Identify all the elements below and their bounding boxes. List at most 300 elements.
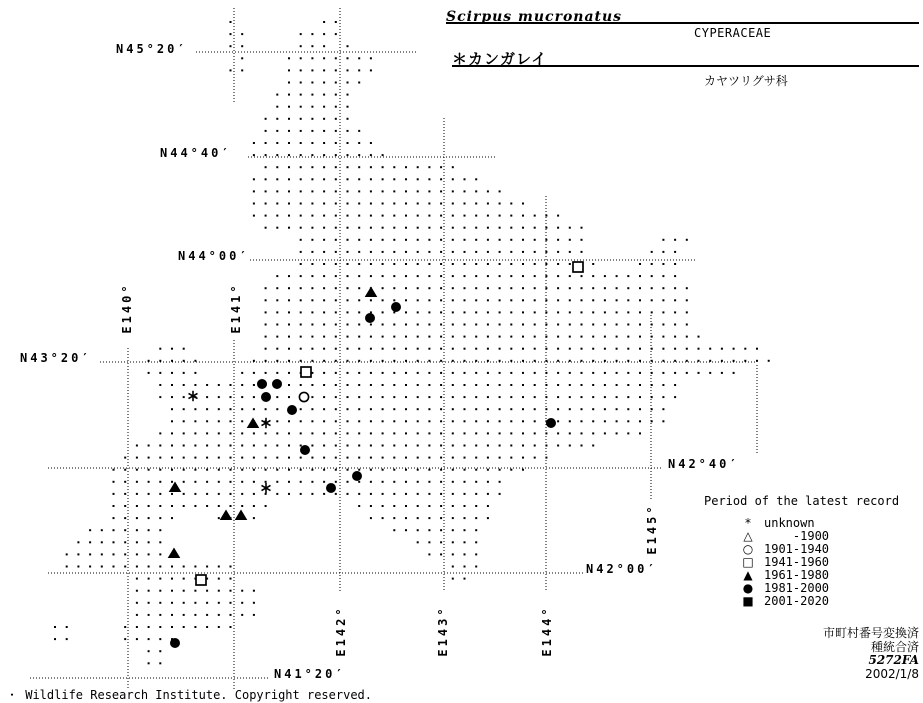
mesh-dot xyxy=(616,420,618,422)
mesh-dot xyxy=(311,445,313,447)
mesh-dot xyxy=(382,493,384,495)
mesh-dot xyxy=(347,372,349,374)
mesh-dot xyxy=(183,566,185,568)
mesh-dot xyxy=(300,239,302,241)
mesh-dot xyxy=(510,396,512,398)
mesh-dot xyxy=(499,372,501,374)
mesh-dot xyxy=(136,457,138,459)
mesh-dot xyxy=(300,336,302,338)
mesh-dot xyxy=(581,227,583,229)
mesh-dot xyxy=(206,493,208,495)
mesh-dot xyxy=(358,384,360,386)
mesh-dot xyxy=(499,227,501,229)
mesh-dot xyxy=(499,263,501,265)
mesh-dot xyxy=(300,432,302,434)
mesh-dot xyxy=(358,324,360,326)
mesh-dot xyxy=(464,481,466,483)
mesh-dot xyxy=(218,493,220,495)
mesh-dot xyxy=(522,227,524,229)
record-circle xyxy=(391,302,401,312)
record-square-open xyxy=(573,262,583,272)
mesh-dot xyxy=(183,481,185,483)
mesh-dot xyxy=(241,445,243,447)
mesh-dot xyxy=(323,432,325,434)
mesh-dot xyxy=(253,614,255,616)
mesh-dot xyxy=(464,287,466,289)
mesh-dot xyxy=(464,227,466,229)
mesh-dot xyxy=(347,408,349,410)
mesh-dot xyxy=(686,336,688,338)
mesh-dot xyxy=(241,372,243,374)
mesh-dot xyxy=(510,263,512,265)
mesh-dot xyxy=(265,203,267,205)
mesh-dot xyxy=(417,190,419,192)
record-circle xyxy=(326,483,336,493)
mesh-dot xyxy=(382,372,384,374)
mesh-dot xyxy=(347,118,349,120)
mesh-dot xyxy=(311,106,313,108)
mesh-dot xyxy=(206,590,208,592)
mesh-dot xyxy=(300,190,302,192)
mesh-dot xyxy=(311,130,313,132)
mesh-dot xyxy=(335,203,337,205)
mesh-dot xyxy=(522,324,524,326)
mesh-dot xyxy=(487,348,489,350)
mesh-dot xyxy=(113,553,115,555)
mesh-dot xyxy=(230,590,232,592)
mesh-dot xyxy=(499,275,501,277)
mesh-dot xyxy=(276,420,278,422)
mesh-dot xyxy=(159,650,161,652)
mesh-dot xyxy=(276,324,278,326)
mesh-dot xyxy=(440,481,442,483)
mesh-dot xyxy=(358,239,360,241)
mesh-dot xyxy=(358,432,360,434)
longitude-label: E142° xyxy=(334,605,348,657)
mesh-dot xyxy=(347,239,349,241)
mesh-dot xyxy=(405,469,407,471)
mesh-dot xyxy=(159,432,161,434)
mesh-dot xyxy=(662,311,664,313)
mesh-dot xyxy=(452,263,454,265)
mesh-dot xyxy=(581,420,583,422)
mesh-dot xyxy=(300,178,302,180)
mesh-dot xyxy=(311,457,313,459)
mesh-dot xyxy=(89,553,91,555)
mesh-dot xyxy=(417,348,419,350)
mesh-dot xyxy=(323,106,325,108)
mesh-dot xyxy=(370,203,372,205)
mesh-dot xyxy=(288,396,290,398)
mesh-dot xyxy=(323,408,325,410)
mesh-dot xyxy=(698,348,700,350)
mesh-dot xyxy=(475,251,477,253)
mesh-dot xyxy=(323,457,325,459)
mesh-dot xyxy=(159,614,161,616)
mesh-dot xyxy=(487,432,489,434)
mesh-dot xyxy=(159,566,161,568)
mesh-dot xyxy=(218,384,220,386)
mesh-dot xyxy=(393,336,395,338)
mesh-dot xyxy=(288,166,290,168)
mesh-dot xyxy=(651,251,653,253)
mesh-dot xyxy=(487,396,489,398)
mesh-dot xyxy=(382,457,384,459)
mesh-dot xyxy=(475,469,477,471)
mesh-dot xyxy=(569,239,571,241)
mesh-dot xyxy=(522,457,524,459)
mesh-dot xyxy=(171,602,173,604)
mesh-dot xyxy=(276,94,278,96)
mesh-dot xyxy=(464,275,466,277)
mesh-dot xyxy=(276,287,278,289)
mesh-dot xyxy=(393,287,395,289)
mesh-dot xyxy=(417,166,419,168)
mesh-dot xyxy=(733,372,735,374)
mesh-dot xyxy=(662,239,664,241)
mesh-dot xyxy=(440,505,442,507)
mesh-dot xyxy=(382,336,384,338)
mesh-dot xyxy=(124,481,126,483)
mesh-dot xyxy=(194,614,196,616)
mesh-dot xyxy=(323,69,325,71)
mesh-dot xyxy=(335,275,337,277)
mesh-dot xyxy=(382,396,384,398)
mesh-dot xyxy=(452,432,454,434)
mesh-dot xyxy=(136,493,138,495)
mesh-dot xyxy=(358,166,360,168)
mesh-dot xyxy=(230,566,232,568)
mesh-dot xyxy=(581,348,583,350)
mesh-dot xyxy=(487,203,489,205)
mesh-dot xyxy=(639,287,641,289)
mesh-dot xyxy=(405,420,407,422)
mesh-dot xyxy=(440,227,442,229)
mesh-dot xyxy=(300,33,302,35)
mesh-dot xyxy=(382,154,384,156)
mesh-dot xyxy=(347,82,349,84)
mesh-dot xyxy=(323,481,325,483)
mesh-dot xyxy=(358,142,360,144)
mesh-dot xyxy=(311,299,313,301)
mesh-dot xyxy=(393,275,395,277)
mesh-dot xyxy=(557,408,559,410)
mesh-dot xyxy=(534,420,536,422)
mesh-dot xyxy=(417,215,419,217)
mesh-dot xyxy=(604,372,606,374)
mesh-dot xyxy=(253,432,255,434)
mesh-dot xyxy=(557,299,559,301)
mesh-dot xyxy=(428,166,430,168)
mesh-dot xyxy=(709,348,711,350)
mesh-dot xyxy=(440,239,442,241)
mesh-dot xyxy=(323,166,325,168)
mesh-dot xyxy=(510,384,512,386)
mesh-dot xyxy=(148,662,150,664)
mesh-dot xyxy=(370,481,372,483)
mesh-dot xyxy=(440,251,442,253)
mesh-dot xyxy=(487,324,489,326)
mesh-dot xyxy=(557,384,559,386)
mesh-dot xyxy=(405,178,407,180)
mesh-dot xyxy=(113,541,115,543)
mesh-dot xyxy=(428,408,430,410)
mesh-dot xyxy=(335,263,337,265)
mesh-dot xyxy=(417,239,419,241)
mesh-dot xyxy=(440,541,442,543)
mesh-dot xyxy=(581,324,583,326)
mesh-dot xyxy=(311,311,313,313)
mesh-dot xyxy=(159,348,161,350)
mesh-dot xyxy=(171,348,173,350)
mesh-dot xyxy=(358,130,360,132)
mesh-dot xyxy=(627,336,629,338)
mesh-dot xyxy=(148,517,150,519)
mesh-dot xyxy=(370,517,372,519)
mesh-dot xyxy=(545,239,547,241)
mesh-dot xyxy=(428,541,430,543)
mesh-dot xyxy=(113,505,115,507)
mesh-dot xyxy=(428,469,430,471)
mesh-dot xyxy=(89,529,91,531)
mesh-dot xyxy=(194,590,196,592)
mesh-dot xyxy=(440,203,442,205)
mesh-dot xyxy=(335,215,337,217)
mesh-dot xyxy=(323,372,325,374)
mesh-dot xyxy=(405,384,407,386)
mesh-dot xyxy=(522,215,524,217)
mesh-dot xyxy=(288,142,290,144)
mesh-dot xyxy=(499,251,501,253)
mesh-dot xyxy=(276,299,278,301)
mesh-dot xyxy=(358,311,360,313)
mesh-dot xyxy=(370,324,372,326)
mesh-dot xyxy=(382,432,384,434)
mesh-dot xyxy=(662,336,664,338)
mesh-dot xyxy=(265,336,267,338)
mesh-dot xyxy=(464,566,466,568)
mesh-dot xyxy=(557,227,559,229)
mesh-dot xyxy=(393,348,395,350)
mesh-dot xyxy=(159,590,161,592)
mesh-dot xyxy=(265,166,267,168)
mesh-dot xyxy=(253,505,255,507)
mesh-dot xyxy=(581,299,583,301)
mesh-dot xyxy=(581,311,583,313)
mesh-dot xyxy=(557,372,559,374)
mesh-dot xyxy=(428,251,430,253)
asterisk-icon: * xyxy=(745,516,751,530)
mesh-dot xyxy=(499,457,501,459)
mesh-dot xyxy=(241,493,243,495)
mesh-dot xyxy=(393,384,395,386)
mesh-dot xyxy=(276,178,278,180)
mesh-dot xyxy=(604,275,606,277)
mesh-dot xyxy=(148,505,150,507)
mesh-dot xyxy=(265,154,267,156)
mesh-dot xyxy=(440,372,442,374)
mesh-dot xyxy=(382,215,384,217)
mesh-dot xyxy=(651,263,653,265)
mesh-dot xyxy=(475,215,477,217)
mesh-dot xyxy=(382,311,384,313)
mesh-dot xyxy=(218,420,220,422)
mesh-dot xyxy=(66,626,68,628)
mesh-dot xyxy=(148,469,150,471)
mesh-dot xyxy=(370,227,372,229)
mesh-dot xyxy=(358,203,360,205)
mesh-dot xyxy=(323,21,325,23)
mesh-dot xyxy=(557,251,559,253)
mesh-dot xyxy=(756,348,758,350)
mesh-dot xyxy=(370,299,372,301)
mesh-dot xyxy=(592,324,594,326)
mesh-dot xyxy=(686,348,688,350)
mesh-dot xyxy=(464,553,466,555)
mesh-dot xyxy=(124,553,126,555)
mesh-dot xyxy=(370,215,372,217)
mesh-dot xyxy=(464,469,466,471)
mesh-dot xyxy=(510,324,512,326)
mesh-dot xyxy=(370,239,372,241)
mesh-dot xyxy=(557,324,559,326)
mesh-dot xyxy=(323,227,325,229)
mesh-dot xyxy=(253,142,255,144)
mesh-dot xyxy=(288,372,290,374)
mesh-dot xyxy=(171,481,173,483)
mesh-dot xyxy=(311,94,313,96)
mesh-dot xyxy=(382,324,384,326)
mesh-dot xyxy=(581,445,583,447)
mesh-dot xyxy=(347,251,349,253)
mesh-dot xyxy=(300,57,302,59)
mesh-dot xyxy=(428,396,430,398)
legend-title: Period of the latest record xyxy=(704,494,900,508)
mesh-dot xyxy=(323,130,325,132)
mesh-dot xyxy=(417,469,419,471)
legend-item-label: 1941-1960 xyxy=(764,555,830,569)
mesh-dot xyxy=(452,203,454,205)
mesh-dot xyxy=(522,420,524,422)
mesh-dot xyxy=(148,457,150,459)
mesh-dot xyxy=(311,251,313,253)
mesh-dot xyxy=(218,602,220,604)
mesh-dot xyxy=(276,457,278,459)
mesh-dot xyxy=(510,408,512,410)
mesh-dot xyxy=(288,445,290,447)
record-circle xyxy=(365,313,375,323)
mesh-dot xyxy=(393,493,395,495)
record-circle xyxy=(257,379,267,389)
mesh-dot xyxy=(323,203,325,205)
mesh-dot xyxy=(487,190,489,192)
mesh-dot xyxy=(300,457,302,459)
mesh-dot xyxy=(159,457,161,459)
mesh-dot xyxy=(604,348,606,350)
latitude-label: N41°20′ xyxy=(274,667,346,681)
mesh-dot xyxy=(206,408,208,410)
mesh-dot xyxy=(464,190,466,192)
mesh-dot xyxy=(300,215,302,217)
mesh-dot xyxy=(288,215,290,217)
mesh-dot xyxy=(66,566,68,568)
mesh-dot xyxy=(323,154,325,156)
legend-item xyxy=(704,595,899,608)
mesh-dot xyxy=(347,445,349,447)
mesh-dot xyxy=(276,348,278,350)
mesh-dot xyxy=(136,553,138,555)
mesh-dot xyxy=(276,118,278,120)
mesh-dot xyxy=(311,215,313,217)
mesh-dot xyxy=(569,396,571,398)
mesh-dot xyxy=(288,118,290,120)
mesh-dot xyxy=(604,384,606,386)
open-square-icon: □ xyxy=(742,555,754,569)
mesh-dot xyxy=(218,578,220,580)
mesh-dot xyxy=(148,626,150,628)
mesh-dot xyxy=(440,336,442,338)
mesh-dot xyxy=(686,372,688,374)
mesh-dot xyxy=(347,215,349,217)
mesh-dot xyxy=(417,420,419,422)
mesh-dot xyxy=(440,408,442,410)
mesh-dot xyxy=(253,408,255,410)
mesh-dot xyxy=(311,432,313,434)
mesh-dot xyxy=(464,384,466,386)
mesh-dot xyxy=(464,311,466,313)
mesh-dot xyxy=(358,69,360,71)
mesh-dot xyxy=(698,372,700,374)
mesh-dot xyxy=(54,626,56,628)
mesh-dot xyxy=(393,505,395,507)
mesh-dot xyxy=(393,166,395,168)
mesh-dot xyxy=(370,420,372,422)
mesh-dot xyxy=(241,590,243,592)
mesh-dot xyxy=(405,203,407,205)
mesh-dot xyxy=(183,493,185,495)
mesh-dot xyxy=(522,287,524,289)
mesh-dot xyxy=(347,287,349,289)
mesh-dot xyxy=(440,348,442,350)
mesh-dot xyxy=(124,626,126,628)
mesh-dot xyxy=(662,384,664,386)
mesh-dot xyxy=(183,408,185,410)
longitude-label: E143° xyxy=(436,605,450,657)
mesh-dot xyxy=(265,190,267,192)
mesh-dot xyxy=(452,251,454,253)
mesh-dot xyxy=(393,324,395,326)
mesh-dot xyxy=(405,227,407,229)
mesh-dot xyxy=(428,190,430,192)
mesh-dot xyxy=(475,372,477,374)
mesh-dot xyxy=(159,602,161,604)
mesh-dot xyxy=(335,360,337,362)
mesh-dot xyxy=(113,529,115,531)
mesh-dot xyxy=(382,203,384,205)
mesh-dot xyxy=(183,445,185,447)
mesh-dot xyxy=(194,384,196,386)
mesh-dot xyxy=(335,118,337,120)
mesh-dot xyxy=(428,287,430,289)
mesh-dot xyxy=(452,336,454,338)
mesh-dot xyxy=(370,69,372,71)
mesh-dot xyxy=(464,263,466,265)
mesh-dot xyxy=(358,154,360,156)
mesh-dot xyxy=(300,142,302,144)
mesh-dot xyxy=(347,324,349,326)
mesh-dot xyxy=(323,311,325,313)
mesh-dot xyxy=(557,420,559,422)
